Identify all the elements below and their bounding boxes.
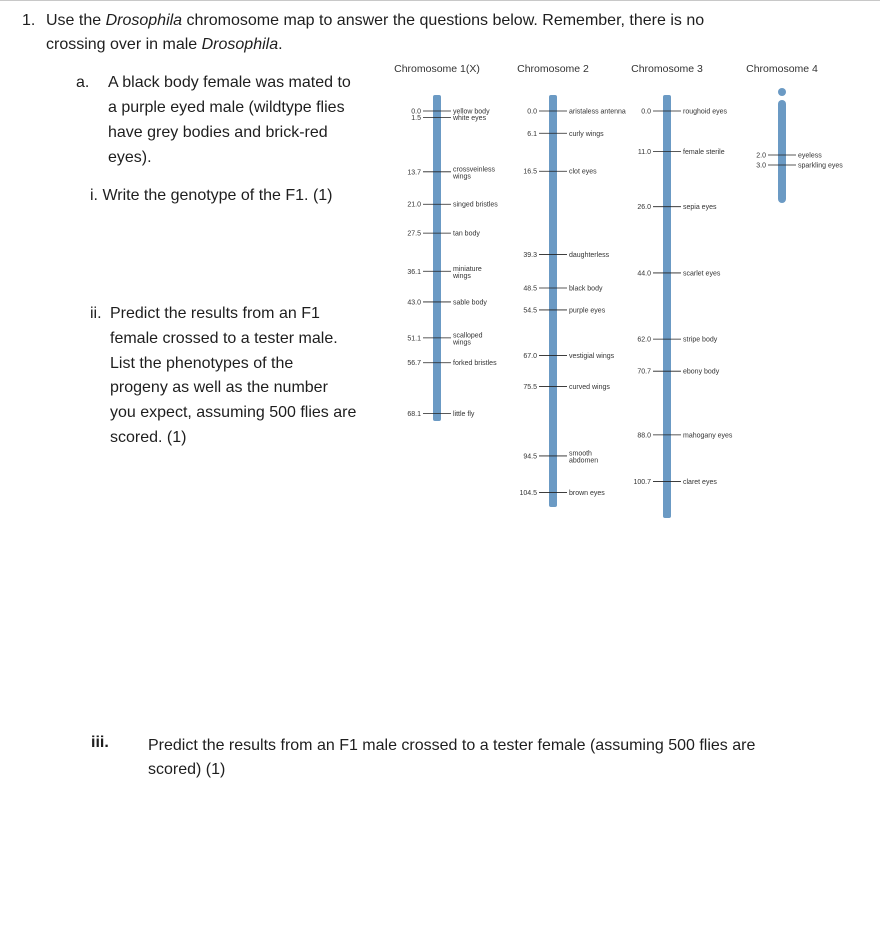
chromosome-title: Chromosome 2 xyxy=(517,63,589,75)
locus-position: 0.0 xyxy=(527,108,537,116)
gene-label-line: sparkling eyes xyxy=(798,162,843,170)
gene-label-line: curly wings xyxy=(569,130,604,138)
part-a-label: a. xyxy=(76,74,90,91)
gene-label-line: daughterless xyxy=(569,251,610,259)
part-a-line: eyes). xyxy=(108,149,152,166)
part-a-line: have grey bodies and brick-red xyxy=(108,124,328,141)
locus-position: 27.5 xyxy=(407,230,421,238)
gene-label xyxy=(683,204,717,211)
gene-label-line: scarlet eyes xyxy=(683,270,721,278)
gene-label-line: curved wings xyxy=(569,384,610,392)
gene-label xyxy=(569,109,626,116)
gene-label xyxy=(683,369,720,376)
chromosome-bar xyxy=(433,95,441,421)
question-number: 1. xyxy=(22,12,36,29)
locus-position: 21.0 xyxy=(407,201,421,209)
gene-label xyxy=(683,479,717,486)
gene-label xyxy=(569,450,598,464)
gene-label-line: singed bristles xyxy=(453,201,498,209)
question-text: Use the xyxy=(46,12,106,29)
gene-label xyxy=(452,115,487,122)
question-text: crossing over in male xyxy=(46,36,202,53)
locus-position: 68.1 xyxy=(407,410,421,418)
locus-position: 26.0 xyxy=(637,204,651,212)
gene-label xyxy=(569,384,610,391)
locus-position: 48.5 xyxy=(523,285,537,293)
chromosome-title: Chromosome 1(X) xyxy=(394,63,480,75)
gene-label-line: crossveinless xyxy=(453,166,496,174)
part-ii-label: ii. xyxy=(90,305,102,322)
chromosome-title: Chromosome 3 xyxy=(631,63,703,75)
gene-label xyxy=(452,266,482,280)
locus-position: 16.5 xyxy=(523,168,537,176)
locus-position: 11.0 xyxy=(637,148,651,156)
locus-position: 13.7 xyxy=(407,169,421,177)
gene-label-line: abdomen xyxy=(569,457,599,465)
locus-position: 54.5 xyxy=(523,307,537,315)
locus-position: 0.0 xyxy=(641,108,651,116)
locus-position: 0.0 xyxy=(411,108,421,116)
question-text: chromosome map to answer the questions below. Remember, there is no xyxy=(182,12,705,29)
gene-label-line: black body xyxy=(569,285,603,293)
locus-position: 6.1 xyxy=(527,130,537,138)
locus-position: 39.3 xyxy=(523,251,537,259)
part-ii-line: you expect, assuming 500 flies are xyxy=(110,404,357,422)
gene-label-line: yellow body xyxy=(453,108,490,116)
gene-label xyxy=(683,432,733,439)
gene-label xyxy=(798,153,822,160)
gene-label-line: smooth xyxy=(569,450,592,458)
question-text: . xyxy=(278,36,283,53)
part-i: i. Write the genotype of the F1. (1) xyxy=(90,187,333,204)
locus-position: 75.5 xyxy=(523,384,537,392)
chromosome-title: Chromosome 4 xyxy=(746,63,818,75)
gene-label-line: wings xyxy=(453,339,471,347)
gene-label xyxy=(453,411,475,418)
species-name: Drosophila xyxy=(105,12,183,29)
gene-label xyxy=(683,149,725,156)
gene-label xyxy=(569,490,605,497)
gene-label xyxy=(453,299,487,306)
part-a-line: A black body female was mated to xyxy=(108,74,351,91)
gene-label-line: roughoid eyes xyxy=(683,108,727,116)
gene-label-line: miniature xyxy=(453,265,482,273)
part-iii-line: Predict the results from an F1 male crossed to a tester female (assuming 500 flies are xyxy=(148,737,756,754)
gene-label-line: vestigial wings xyxy=(569,353,615,361)
centromere-knob xyxy=(778,88,786,96)
locus-position: 88.0 xyxy=(637,432,651,440)
gene-label-line: female sterile xyxy=(683,148,725,156)
chromosome-bar xyxy=(778,100,786,203)
part-ii-line: Predict the results from an F1 xyxy=(110,305,320,322)
locus-position: 104.5 xyxy=(519,489,537,497)
gene-label-line: eyeless xyxy=(798,152,822,160)
locus-position: 44.0 xyxy=(637,270,651,278)
locus-position: 56.7 xyxy=(407,360,421,368)
species-name: Drosophila xyxy=(201,36,279,53)
locus-position: 94.5 xyxy=(523,453,537,461)
gene-label xyxy=(569,353,615,360)
gene-label-line: sepia eyes xyxy=(683,204,717,212)
locus-position: 1.5 xyxy=(411,115,421,123)
locus-position: 36.1 xyxy=(407,268,421,276)
gene-label-line: white eyes xyxy=(453,115,487,123)
part-ii-line: female crossed to a tester male. xyxy=(110,329,338,347)
locus-position: 43.0 xyxy=(407,299,421,307)
gene-label xyxy=(798,163,843,170)
gene-label xyxy=(453,360,497,367)
locus-position: 62.0 xyxy=(637,336,651,344)
part-a-line: a purple eyed male (wildtype flies xyxy=(108,99,345,116)
gene-label-line: wings xyxy=(453,173,471,181)
gene-label xyxy=(569,169,597,176)
locus-position: 2.0 xyxy=(756,152,766,160)
part-iii-label: iii. xyxy=(91,734,109,751)
gene-label xyxy=(452,166,496,180)
gene-label-line: purple eyes xyxy=(569,307,606,315)
gene-label-line: claret eyes xyxy=(683,479,717,487)
gene-label-line: forked bristles xyxy=(453,360,497,368)
gene-label xyxy=(452,332,483,346)
gene-label-line: little fly xyxy=(453,410,475,418)
gene-label xyxy=(569,131,604,138)
locus-position: 100.7 xyxy=(633,479,651,487)
gene-label-line: mahogany eyes xyxy=(683,432,733,440)
locus-position: 70.7 xyxy=(637,368,651,376)
gene-label-line: sable body xyxy=(453,299,487,307)
gene-label xyxy=(569,252,610,259)
chromosome-bar xyxy=(549,95,557,507)
gene-label xyxy=(683,270,721,277)
gene-label xyxy=(683,337,718,344)
gene-label xyxy=(453,231,480,238)
gene-label xyxy=(683,109,727,116)
gene-label xyxy=(569,286,603,293)
locus-position: 67.0 xyxy=(523,353,537,361)
gene-label xyxy=(569,307,606,314)
gene-label-line: aristaless antenna xyxy=(569,108,626,116)
locus-position: 51.1 xyxy=(407,335,421,343)
gene-label-line: tan body xyxy=(453,230,480,238)
gene-label xyxy=(453,202,498,209)
gene-label-line: ebony body xyxy=(683,368,720,376)
gene-label-line: scalloped xyxy=(453,332,483,340)
part-ii-line: progeny as well as the number xyxy=(110,379,328,397)
part-ii-line: scored. (1) xyxy=(110,428,187,446)
part-ii-line: List the phenotypes of the xyxy=(110,354,294,372)
gene-label-line: wings xyxy=(453,272,471,280)
gene-label-line: clot eyes xyxy=(569,168,597,176)
gene-label-line: brown eyes xyxy=(569,489,605,497)
gene-label-line: stripe body xyxy=(683,336,718,344)
chromosome-bar xyxy=(663,95,671,518)
locus-position: 3.0 xyxy=(756,162,766,170)
part-iii-line: scored) (1) xyxy=(148,761,226,778)
